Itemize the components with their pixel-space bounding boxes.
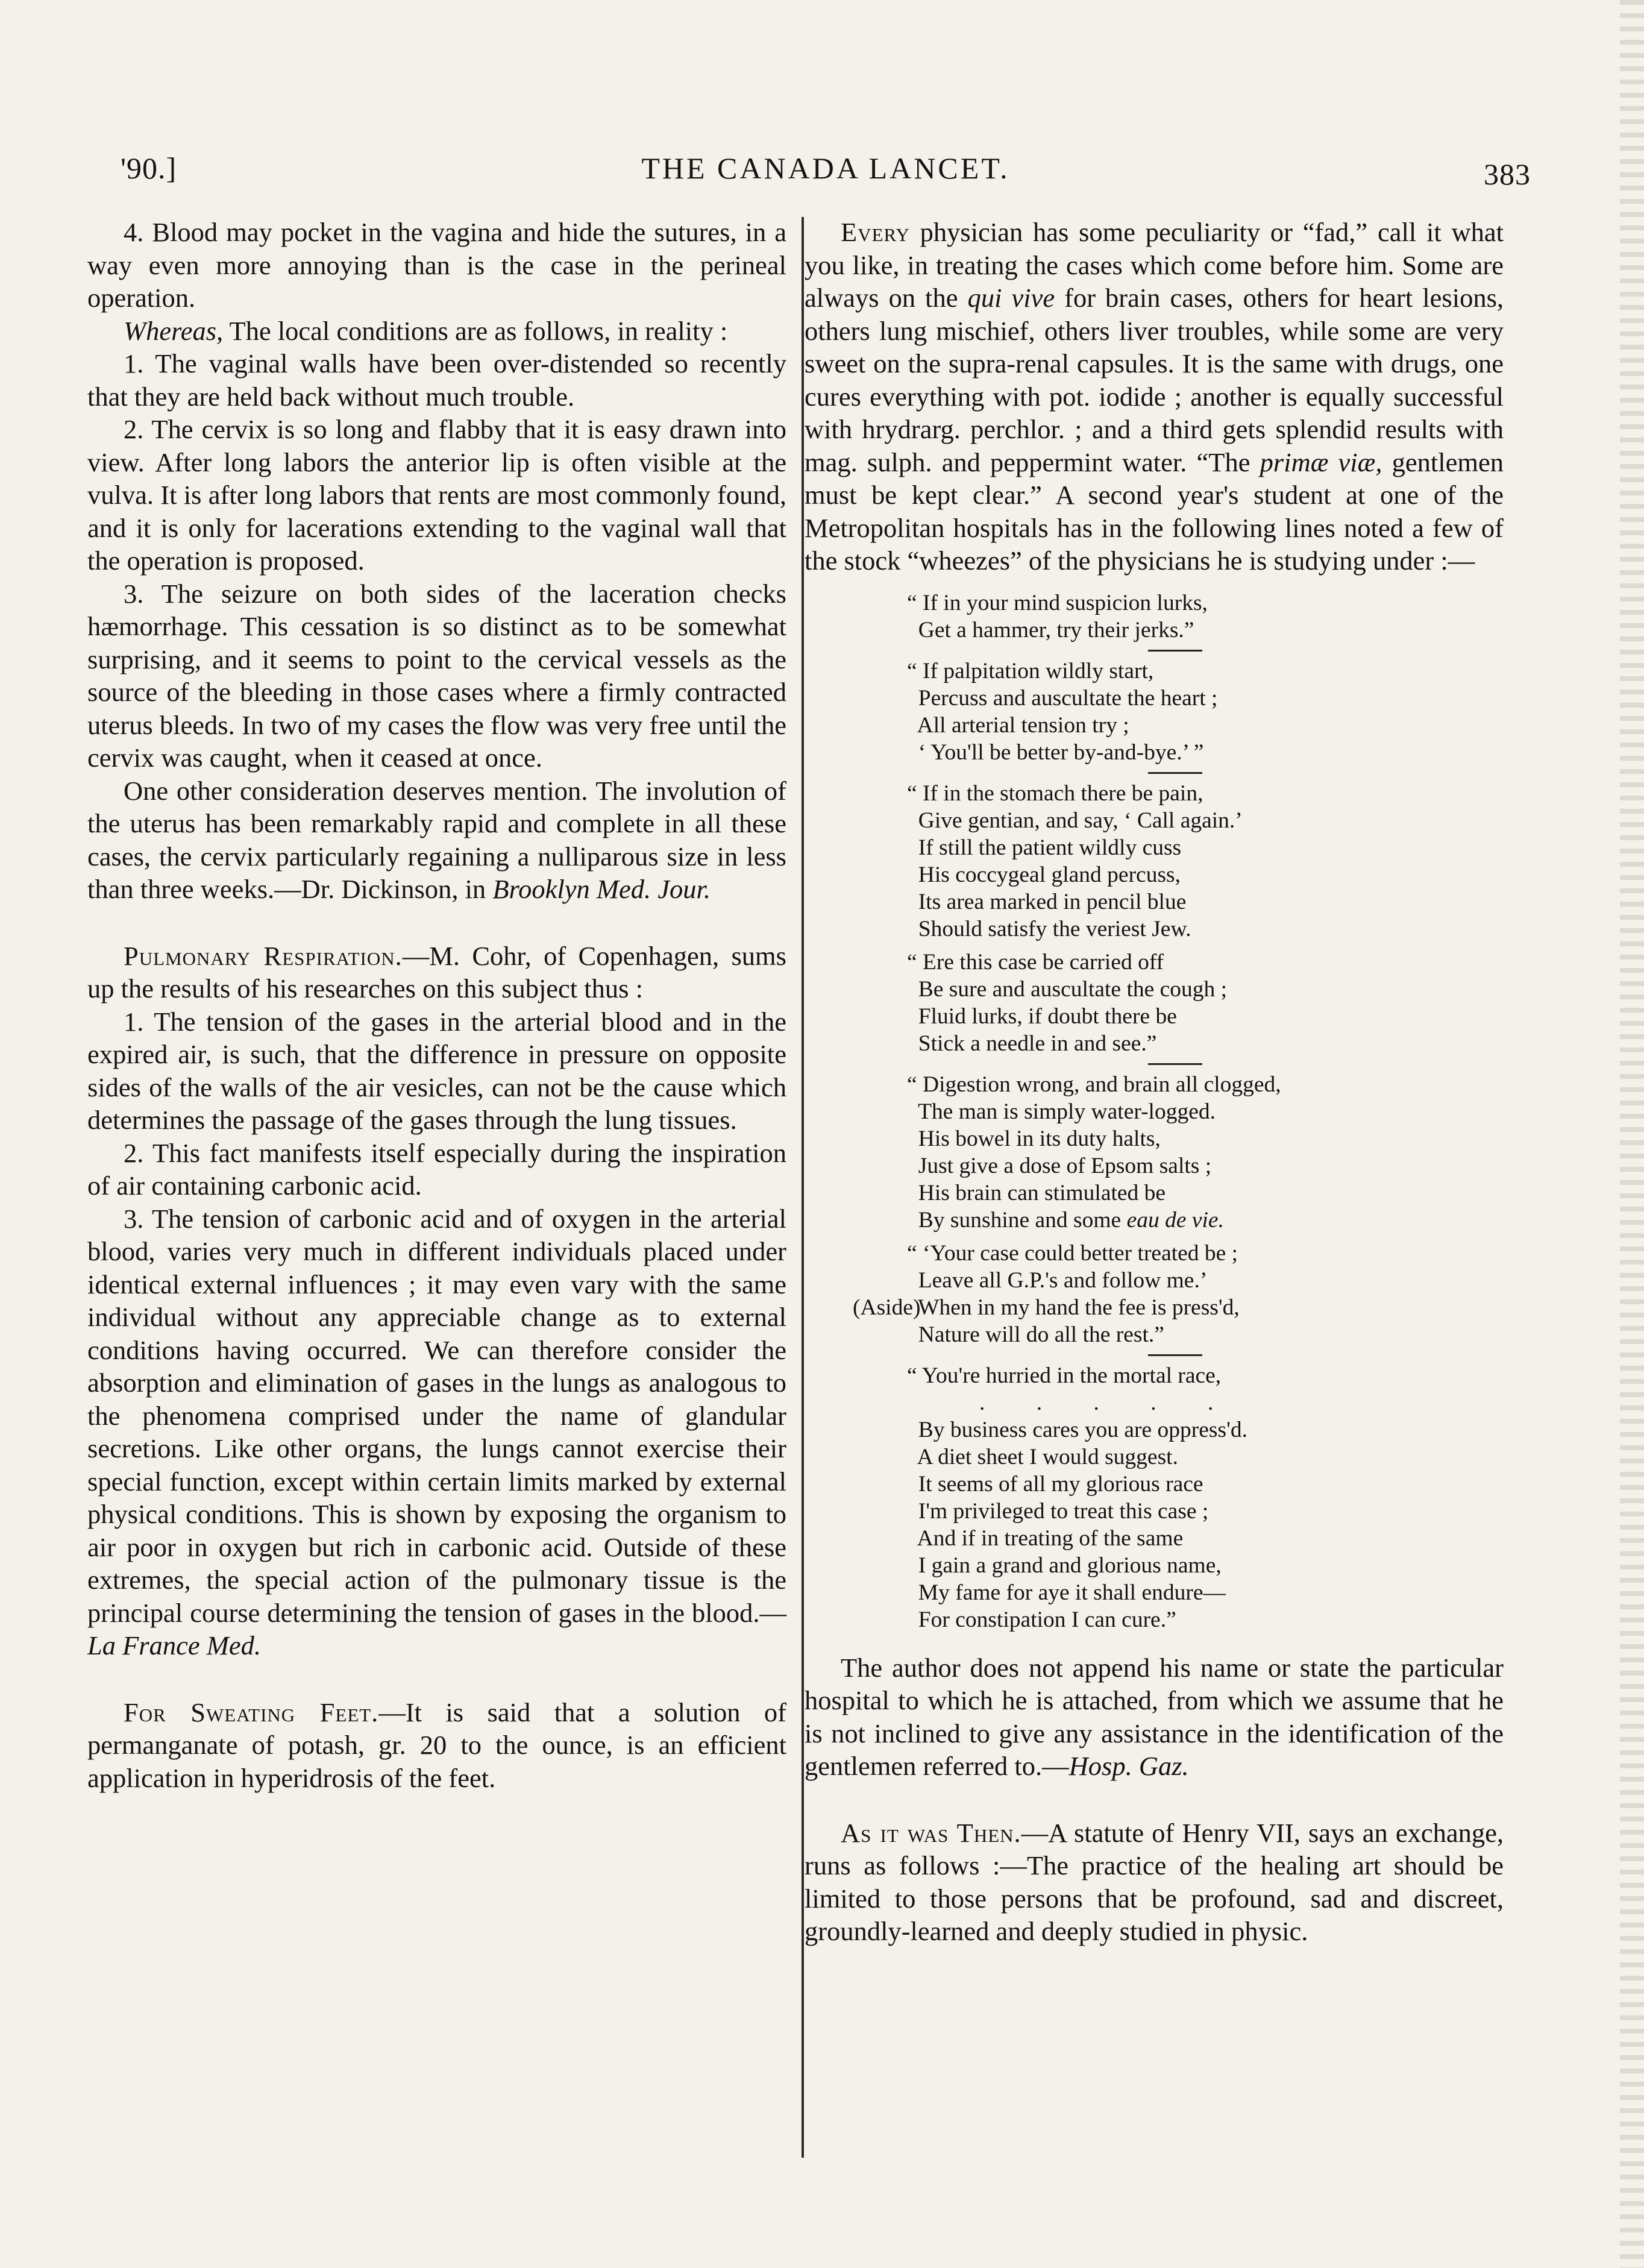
stanza: “ Digestion wrong, and brain all clogged, The man is simply water-logged. His bowel in its duty halts, Just give a dose of Epsom salts ; His brain can stimulated be By sunshine and some eau de vie. bbox=[907, 1072, 1281, 1233]
section-heading: As it was Then. bbox=[841, 1817, 1021, 1848]
stanza: “ Ere this case be carried off Be sure and auscultate the cough ; Fluid lurks, if doubt there be Stick a needle in and see.” bbox=[907, 949, 1228, 1056]
paragraph: 1. The vaginal walls have been over-distended so recently that they are held back without much trouble. bbox=[87, 348, 786, 412]
ellipsis: . . . . . bbox=[979, 1390, 1237, 1415]
paragraph: 2. The cervix is so long and flabby that it is easy drawn into view. After long labors the anterior lip is often visible at the vulva. It is after long labors that rents are most commonly found, and it is only for lacerations extending to the vaginal wall that the operation is proposed. bbox=[87, 414, 786, 576]
right-column bbox=[805, 216, 1504, 1948]
stanza-rule bbox=[1148, 1354, 1202, 1356]
paragraph: 1. The tension of the gases in the arterial blood and in the expired air, is such, that the difference in pressure on opposite sides of the walls of the air vesicles, can not be the cause which determines the passage of the gases through the lung tissues. bbox=[87, 1006, 786, 1135]
paragraph: One other consideration deserves mention. The involution of the uterus has been remarkably rapid and complete in all these cases, the cervix particularly regaining a nulliparous size in less than three weeks.—Dr. Dickinson, in Brooklyn Med. Jour. bbox=[87, 775, 786, 904]
stanza: “ You're hurried in the mortal race, . . . . . By business cares you are oppress'd. A diet sheet I would suggest. It seems of all my glorious race I'm privileged to treat this case ; And if in treating of the same I gain a grand and glorious name, My fame for aye it shall endure— For constipation I can cure.” bbox=[907, 1362, 1504, 1633]
stanza: “ ‘Your case could better treated be ; Leave all G.P.'s and follow me.’ (Aside) When in my hand the fee is press'd, Nature will do all the rest.” bbox=[853, 1240, 1240, 1347]
stanza: “ If palpitation wildly start, Percuss and auscultate the heart ; All arterial tension try ; ‘ You'll be better by-and-bye.’ ” bbox=[907, 658, 1218, 765]
stanza-rule bbox=[1148, 1063, 1202, 1065]
aside-label: (Aside) bbox=[853, 1295, 921, 1320]
running-header bbox=[121, 151, 1531, 205]
journal-title: THE CANADA LANCET. bbox=[641, 151, 1010, 185]
stanza-rule bbox=[1148, 650, 1202, 652]
paragraph: 3. The seizure on both sides of the laceration checks hæmorrhage. This cessation is so distinct as to be somewhat surprising, and it seems to point to the cervical vessels as the source of the bleeding in those cases where a firmly contracted uterus bleeds. In two of my cases the flow was very free until the cervix was caught, when it ceased at once. bbox=[87, 578, 786, 773]
stanza: “ If in your mind suspicion lurks, Get a hammer, try their jerks.” bbox=[907, 590, 1208, 642]
stanza-rule bbox=[1148, 772, 1202, 774]
section-heading: Pulmonary Respiration. bbox=[124, 940, 403, 971]
paragraph: 2. This fact manifests itself especially during the inspiration of air containing carbonic acid. bbox=[87, 1137, 786, 1201]
page-number: 383 bbox=[1484, 157, 1531, 191]
scan-edge bbox=[1620, 0, 1644, 2268]
section-heading: For Sweating Feet. bbox=[124, 1697, 379, 1727]
section-as-it-was-then: As it was Then.—A statute of Henry VII, says an exchange, runs as follows :—The practice of the healing art should be limited to those persons that be profound, sad and discreet, groundly-learned and deeply studied in physic. bbox=[805, 1817, 1504, 1946]
poem bbox=[805, 589, 1504, 1633]
stanza: “ If in the stomach there be pain, Give gentian, and say, ‘ Call again.’ If still the patient wildly cuss His coccygeal gland percuss, Its area marked in pencil blue Should satisfy the veriest Jew. bbox=[907, 781, 1243, 941]
column-divider bbox=[802, 217, 804, 2158]
paragraph: The author does not append his name or state the particular hospital to which he is attached, from which we assume that he is not inclined to give any assistance in the identification of the gentlemen referred to.—Hosp. Gaz. bbox=[805, 1652, 1504, 1781]
paragraph-fad: Every physician has some peculiarity or “fad,” call it what you like, in treating the cases which come before him. Some are always on the qui vive for brain cases, others for heart lesions, others lung mischief, others liver troubles, while some are very sweet on the supra-renal capsules. It is the same with drugs, one cures everything with pot. iodide ; another is equally successful with hrydrarg. perchlor. ; and a third gets splendid results with mag. sulph. and peppermint water. “The primæ viæ, gentlemen must be kept clear.” A second year's student at one of the Metropolitan hospitals has in the following lines noted a few of the stock “wheezes” of the physicians he is studying under :— bbox=[805, 217, 1504, 576]
section-pulmonary-respiration: Pulmonary Respiration.—M. Cohr, of Copenhagen, sums up the results of his researches on this subject thus : bbox=[87, 940, 786, 1004]
section-sweating-feet: For Sweating Feet.—It is said that a solution of permanganate of potash, gr. 20 to the ounce, is an efficient application in hyperidrosis of the feet. bbox=[87, 1697, 786, 1793]
paragraph: Whereas, The local conditions are as follows, in reality : bbox=[124, 315, 728, 346]
paragraph: 4. Blood may pocket in the vagina and hide the sutures, in a way even more annoying than is the case in the perineal operation. bbox=[87, 217, 786, 313]
left-column bbox=[87, 216, 786, 1794]
paragraph: 3. The tension of carbonic acid and of oxygen in the arterial blood, varies very much in different individuals placed under identical external influences ; it may even vary with the same individual without any appreciable change as to external conditions having occurred. We can therefore consider the absorption and elimination of gases in the lungs as analogous to the phenomena comprised under the name of glandular secretions. Like other organs, the lungs cannot exercise their special function, except within certain limits marked by external physical conditions. This is shown by exposing the organism to air poor in oxygen but rich in carbonic acid. Outside of these extremes, the special action of the pulmonary tissue is the principal course determining the tension of gases in the blood.—La France Med. bbox=[87, 1203, 786, 1660]
header-year: '90.] bbox=[121, 151, 177, 185]
